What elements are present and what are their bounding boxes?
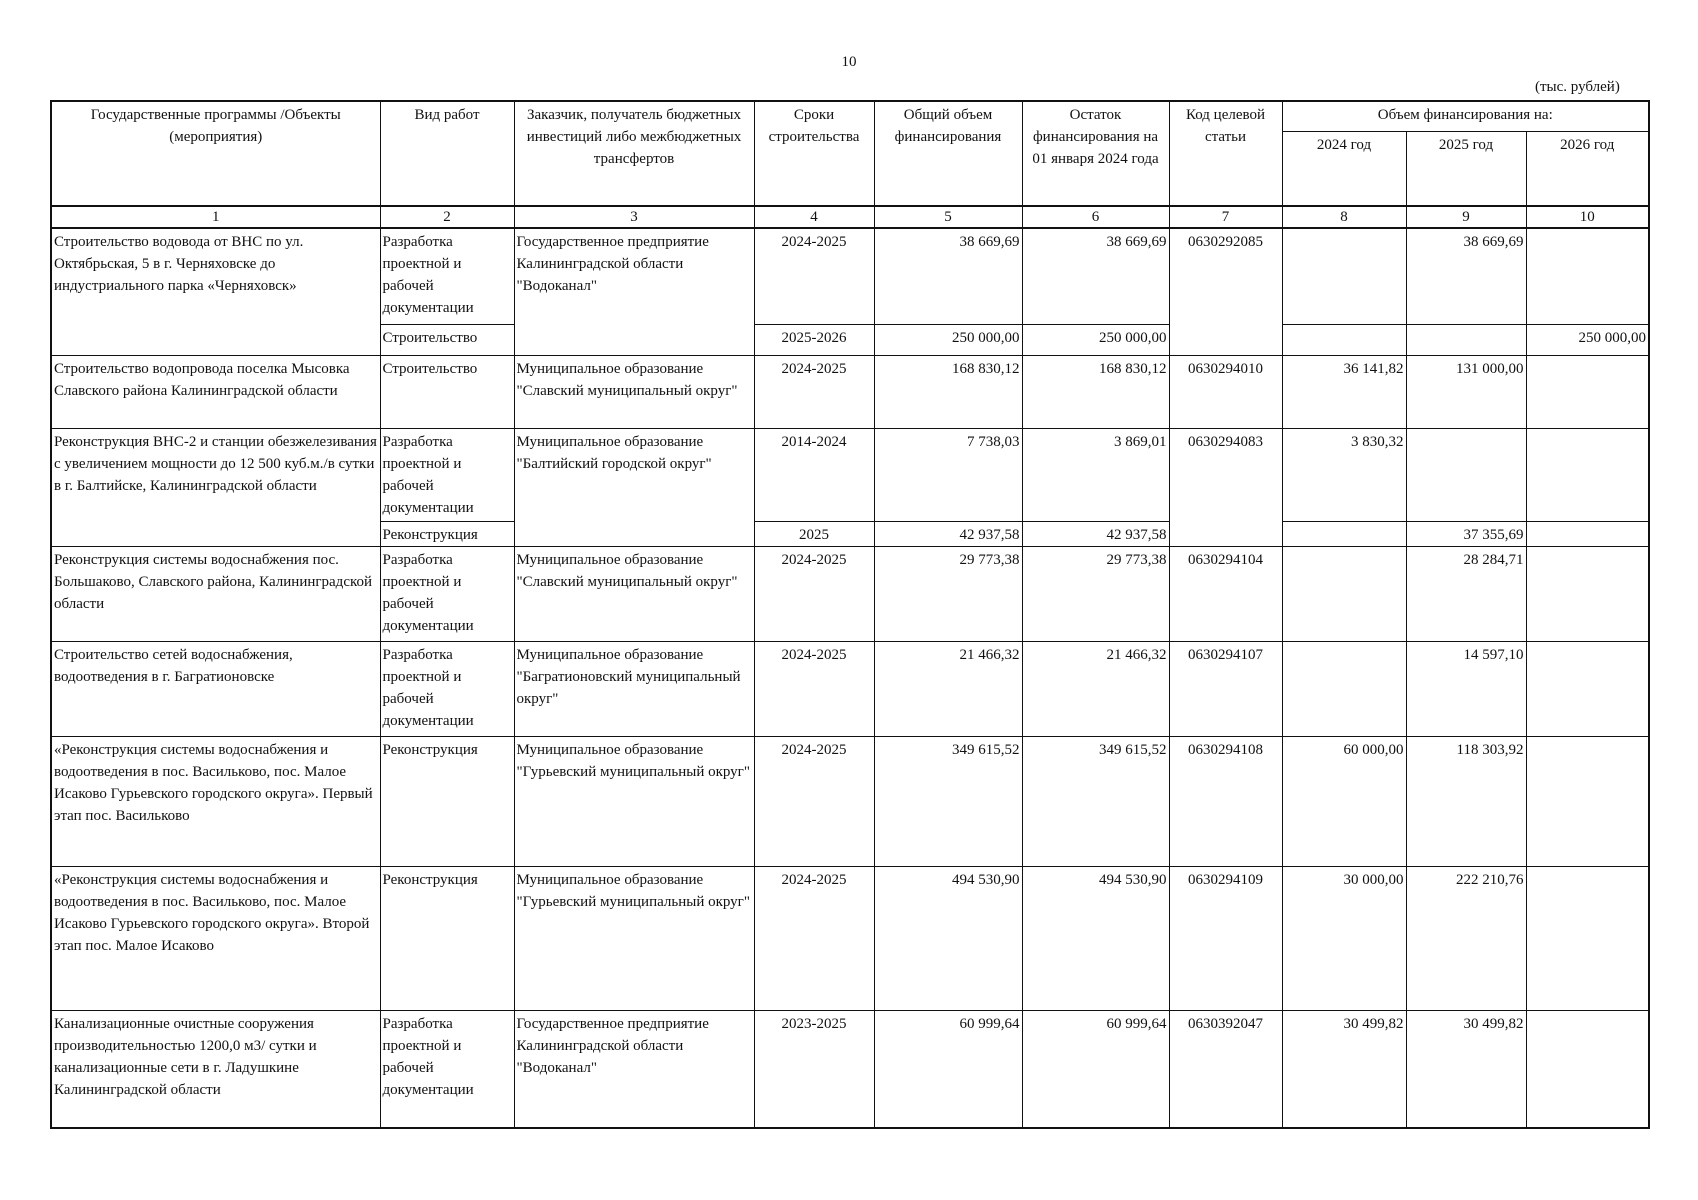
amount-2024: 60 000,00 bbox=[1282, 736, 1406, 866]
amount-2025: 14 597,10 bbox=[1406, 641, 1526, 736]
col-number: 6 bbox=[1022, 206, 1169, 228]
table-row bbox=[51, 1010, 1649, 1128]
amount-2025 bbox=[1406, 428, 1526, 521]
remainder-amount: 3 869,01 bbox=[1022, 428, 1169, 521]
remainder-amount: 21 466,32 bbox=[1022, 641, 1169, 736]
col-number: 2 bbox=[380, 206, 514, 228]
header-year-2024: 2024 год bbox=[1282, 131, 1406, 206]
amount-2025 bbox=[1406, 324, 1526, 355]
amount-2026 bbox=[1526, 228, 1649, 324]
remainder-amount: 29 773,38 bbox=[1022, 546, 1169, 641]
remainder-amount: 494 530,90 bbox=[1022, 866, 1169, 1010]
period: 2025-2026 bbox=[754, 324, 874, 355]
amount-2026 bbox=[1526, 521, 1649, 546]
total-amount: 21 466,32 bbox=[874, 641, 1022, 736]
remainder-amount: 60 999,64 bbox=[1022, 1010, 1169, 1128]
amount-2026 bbox=[1526, 641, 1649, 736]
amount-2025: 222 210,76 bbox=[1406, 866, 1526, 1010]
header-period: Сроки строительства bbox=[754, 101, 874, 206]
period: 2023-2025 bbox=[754, 1010, 874, 1128]
total-amount: 250 000,00 bbox=[874, 324, 1022, 355]
total-amount: 42 937,58 bbox=[874, 521, 1022, 546]
table-row bbox=[51, 355, 1649, 428]
amount-2024 bbox=[1282, 521, 1406, 546]
col-number: 10 bbox=[1526, 206, 1649, 228]
amount-2024: 30 000,00 bbox=[1282, 866, 1406, 1010]
amount-2026 bbox=[1526, 866, 1649, 1010]
target-code: 0630294108 bbox=[1169, 736, 1282, 866]
period: 2024-2025 bbox=[754, 641, 874, 736]
work-type: Реконструкция bbox=[380, 521, 514, 546]
header-customer: Заказчик, получатель бюджетных инвестиций либо межбюджетных трансфертов bbox=[514, 101, 754, 206]
work-type: Строительство bbox=[380, 324, 514, 355]
col-number: 5 bbox=[874, 206, 1022, 228]
total-amount: 60 999,64 bbox=[874, 1010, 1022, 1128]
object-name: Строительство сетей водоснабжения, водоотведения в г. Багратионовске bbox=[51, 641, 380, 736]
customer: Государственное предприятие Калининградской области "Водоканал" bbox=[514, 1010, 754, 1128]
period: 2024-2025 bbox=[754, 228, 874, 324]
amount-2024 bbox=[1282, 228, 1406, 324]
header-year-2025: 2025 год bbox=[1406, 131, 1526, 206]
object-name: Реконструкция ВНС-2 и станции обезжелезивания с увеличением мощности до 12 500 куб.м./в сутки в г. Балтийске, Калининградской области bbox=[51, 428, 380, 546]
period: 2024-2025 bbox=[754, 866, 874, 1010]
object-name: «Реконструкция системы водоснабжения и водоотведения в пос. Васильково, пос. Малое Исаково Гурьевского городского округа». Первый этап пос. Васильково bbox=[51, 736, 380, 866]
table-row bbox=[51, 641, 1649, 736]
target-code: 0630294083 bbox=[1169, 428, 1282, 546]
target-code: 0630392047 bbox=[1169, 1010, 1282, 1128]
work-type: Разработка проектной и рабочей документации bbox=[380, 228, 514, 324]
header-year-2026: 2026 год bbox=[1526, 131, 1649, 206]
amount-2026 bbox=[1526, 736, 1649, 866]
amount-2025: 131 000,00 bbox=[1406, 355, 1526, 428]
object-name: «Реконструкция системы водоснабжения и водоотведения в пос. Васильково, пос. Малое Исаково Гурьевского городского округа». Второй этап пос. Малое Исаково bbox=[51, 866, 380, 1010]
customer: Государственное предприятие Калининградской области "Водоканал" bbox=[514, 228, 754, 355]
customer: Муниципальное образование "Гурьевский муниципальный округ" bbox=[514, 736, 754, 866]
col-number: 4 bbox=[754, 206, 874, 228]
col-number: 1 bbox=[51, 206, 380, 228]
work-type: Реконструкция bbox=[380, 736, 514, 866]
amount-2024 bbox=[1282, 324, 1406, 355]
remainder-amount: 349 615,52 bbox=[1022, 736, 1169, 866]
period: 2014-2024 bbox=[754, 428, 874, 521]
header-work-type: Вид работ bbox=[380, 101, 514, 206]
period: 2025 bbox=[754, 521, 874, 546]
work-type: Разработка проектной и рабочей документации bbox=[380, 428, 514, 521]
total-amount: 168 830,12 bbox=[874, 355, 1022, 428]
header-total: Общий объем финансирования bbox=[874, 101, 1022, 206]
customer: Муниципальное образование "Славский муниципальный округ" bbox=[514, 355, 754, 428]
amount-2026 bbox=[1526, 428, 1649, 521]
total-amount: 38 669,69 bbox=[874, 228, 1022, 324]
col-number: 8 bbox=[1282, 206, 1406, 228]
col-number: 3 bbox=[514, 206, 754, 228]
work-type: Строительство bbox=[380, 355, 514, 428]
table-row bbox=[51, 736, 1649, 866]
target-code: 0630294107 bbox=[1169, 641, 1282, 736]
amount-2025: 37 355,69 bbox=[1406, 521, 1526, 546]
amount-2026: 250 000,00 bbox=[1526, 324, 1649, 355]
remainder-amount: 42 937,58 bbox=[1022, 521, 1169, 546]
header-code: Код целевой статьи bbox=[1169, 101, 1282, 206]
customer: Муниципальное образование "Славский муниципальный округ" bbox=[514, 546, 754, 641]
amount-2026 bbox=[1526, 1010, 1649, 1128]
amount-2025: 118 303,92 bbox=[1406, 736, 1526, 866]
work-type: Разработка проектной и рабочей документации bbox=[380, 1010, 514, 1128]
header-funding: Объем финансирования на: bbox=[1282, 101, 1649, 131]
total-amount: 494 530,90 bbox=[874, 866, 1022, 1010]
total-amount: 29 773,38 bbox=[874, 546, 1022, 641]
target-code: 0630294010 bbox=[1169, 355, 1282, 428]
work-type: Разработка проектной и рабочей документации bbox=[380, 546, 514, 641]
amount-2026 bbox=[1526, 355, 1649, 428]
table-row bbox=[51, 866, 1649, 1010]
object-name: Строительство водовода от ВНС по ул. Октябрьская, 5 в г. Черняховске до индустриального парка «Черняховск» bbox=[51, 228, 380, 355]
amount-2024 bbox=[1282, 641, 1406, 736]
table-row bbox=[51, 546, 1649, 641]
period: 2024-2025 bbox=[754, 355, 874, 428]
total-amount: 349 615,52 bbox=[874, 736, 1022, 866]
target-code: 0630294109 bbox=[1169, 866, 1282, 1010]
header-remainder: Остаток финансирования на 01 января 2024 года bbox=[1022, 101, 1169, 206]
col-number: 9 bbox=[1406, 206, 1526, 228]
period: 2024-2025 bbox=[754, 546, 874, 641]
amount-2024: 30 499,82 bbox=[1282, 1010, 1406, 1128]
work-type: Реконструкция bbox=[380, 866, 514, 1010]
amount-2024: 3 830,32 bbox=[1282, 428, 1406, 521]
object-name: Канализационные очистные сооружения производительностью 1200,0 м3/ сутки и канализационные сети в г. Ладушкине Калининградской области bbox=[51, 1010, 380, 1128]
customer: Муниципальное образование "Балтийский городской округ" bbox=[514, 428, 754, 546]
customer: Муниципальное образование "Гурьевский муниципальный округ" bbox=[514, 866, 754, 1010]
amount-2024: 36 141,82 bbox=[1282, 355, 1406, 428]
header-program: Государственные программы /Объекты (мероприятия) bbox=[51, 101, 380, 206]
object-name: Реконструкция системы водоснабжения пос. Большаково, Славского района, Калининградской области bbox=[51, 546, 380, 641]
object-name: Строительство водопровода поселка Мысовка Славского района Калининградской области bbox=[51, 355, 380, 428]
table-row bbox=[51, 228, 1649, 324]
amount-2025: 38 669,69 bbox=[1406, 228, 1526, 324]
page-number: 10 bbox=[841, 54, 857, 70]
amount-2024 bbox=[1282, 546, 1406, 641]
amount-2025: 30 499,82 bbox=[1406, 1010, 1526, 1128]
target-code: 0630294104 bbox=[1169, 546, 1282, 641]
remainder-amount: 168 830,12 bbox=[1022, 355, 1169, 428]
customer: Муниципальное образование "Багратионовский муниципальный округ" bbox=[514, 641, 754, 736]
remainder-amount: 38 669,69 bbox=[1022, 228, 1169, 324]
col-number: 7 bbox=[1169, 206, 1282, 228]
table-row bbox=[51, 428, 1649, 521]
units-label: (тыс. рублей) bbox=[1535, 79, 1620, 95]
remainder-amount: 250 000,00 bbox=[1022, 324, 1169, 355]
total-amount: 7 738,03 bbox=[874, 428, 1022, 521]
amount-2025: 28 284,71 bbox=[1406, 546, 1526, 641]
funding-table bbox=[50, 100, 1650, 1129]
work-type: Разработка проектной и рабочей документации bbox=[380, 641, 514, 736]
amount-2026 bbox=[1526, 546, 1649, 641]
target-code: 0630292085 bbox=[1169, 228, 1282, 355]
period: 2024-2025 bbox=[754, 736, 874, 866]
